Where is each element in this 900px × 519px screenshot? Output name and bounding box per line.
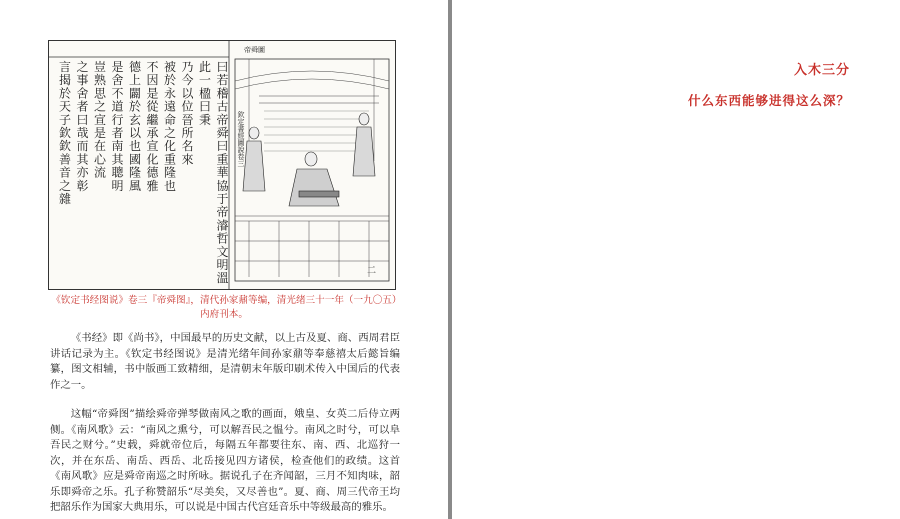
left-paragraph-2: 这幅“帝舜图”描绘舜帝弹琴做南风之歌的画面，娥皇、女英二后侍立两侧。《南风歌》云：“南风之熏兮，可以解吾民之愠兮。南风之时兮，可以阜吾民之财兮。”史载，舜就帝位后，每隔五年都要往东、南、西、北巡狩一次，并在东岳、南岳、西岳、北岳接见四方诸侯，检查他们的政绩。这首《南风歌》应是舜帝南巡之时所咏。据说孔子在齐闻韶，三月不知肉味，韶乐即舜帝之乐。孔子称赞韶乐“尽美矣，又尽善也”。夏、商、周三代帝王均把韶乐作为国家大典用乐，可以说是中国古代宫廷音乐中等级最高的雅乐。 (50, 408, 400, 513)
woodcut-text-column: 不因是從繼承宣化德雅 (146, 60, 159, 193)
woodcut-illustration (48, 40, 396, 290)
woodcut-text-column: 此一楹曰秉 (199, 60, 212, 127)
woodcut-text-column: 被於永遠命之化重隆也 (164, 60, 177, 193)
left-page (0, 0, 448, 519)
woodcut-text-column: 言揭於天子欽欽善音之雜 (59, 60, 72, 206)
chapter-title: 入木三分 (793, 63, 850, 78)
woodcut-text-column: 曰若稽古帝舜曰重華協于帝濬哲文明溫 (216, 60, 229, 286)
woodcut-scene-inscription: 欽定書經圖說卷三 (237, 111, 245, 167)
woodcut-text-column: 是舍不道行者南其聰明 (111, 60, 124, 193)
woodcut-text-column: 豈熟思之宣是在心流 (94, 60, 107, 180)
left-paragraph-1: 《书经》即《尚书》，中国最早的历史文献，以上古及夏、商、西周君臣讲话记录为主。《钦定书经图说》是清光绪年间孙家鼐等奉慈禧太后懿旨编纂，图文相辅，书中版画工致精细，是清朝末年版印刷术传入中国后的代表作之一。 (50, 332, 400, 391)
woodcut-text-column: 德上闢於玄以也國隆風 (129, 60, 142, 193)
woodcut-page-number: 二 (367, 266, 377, 276)
illustration-caption: 《钦定书经图说》卷三『帝舜图』，清代孙家鼐等编，清光绪三十一年（一九〇五）内府刊本。 (51, 295, 397, 320)
chapter-subtitle: 什么东西能够进得这么深？ (687, 93, 850, 108)
right-page (452, 0, 900, 519)
woodcut-header: 帝舜圖 (244, 46, 265, 54)
woodcut-text-column: 之事舍者曰哉而其亦彰 (76, 60, 89, 193)
woodcut-text-column: 乃今以位晉所名來 (181, 60, 194, 167)
